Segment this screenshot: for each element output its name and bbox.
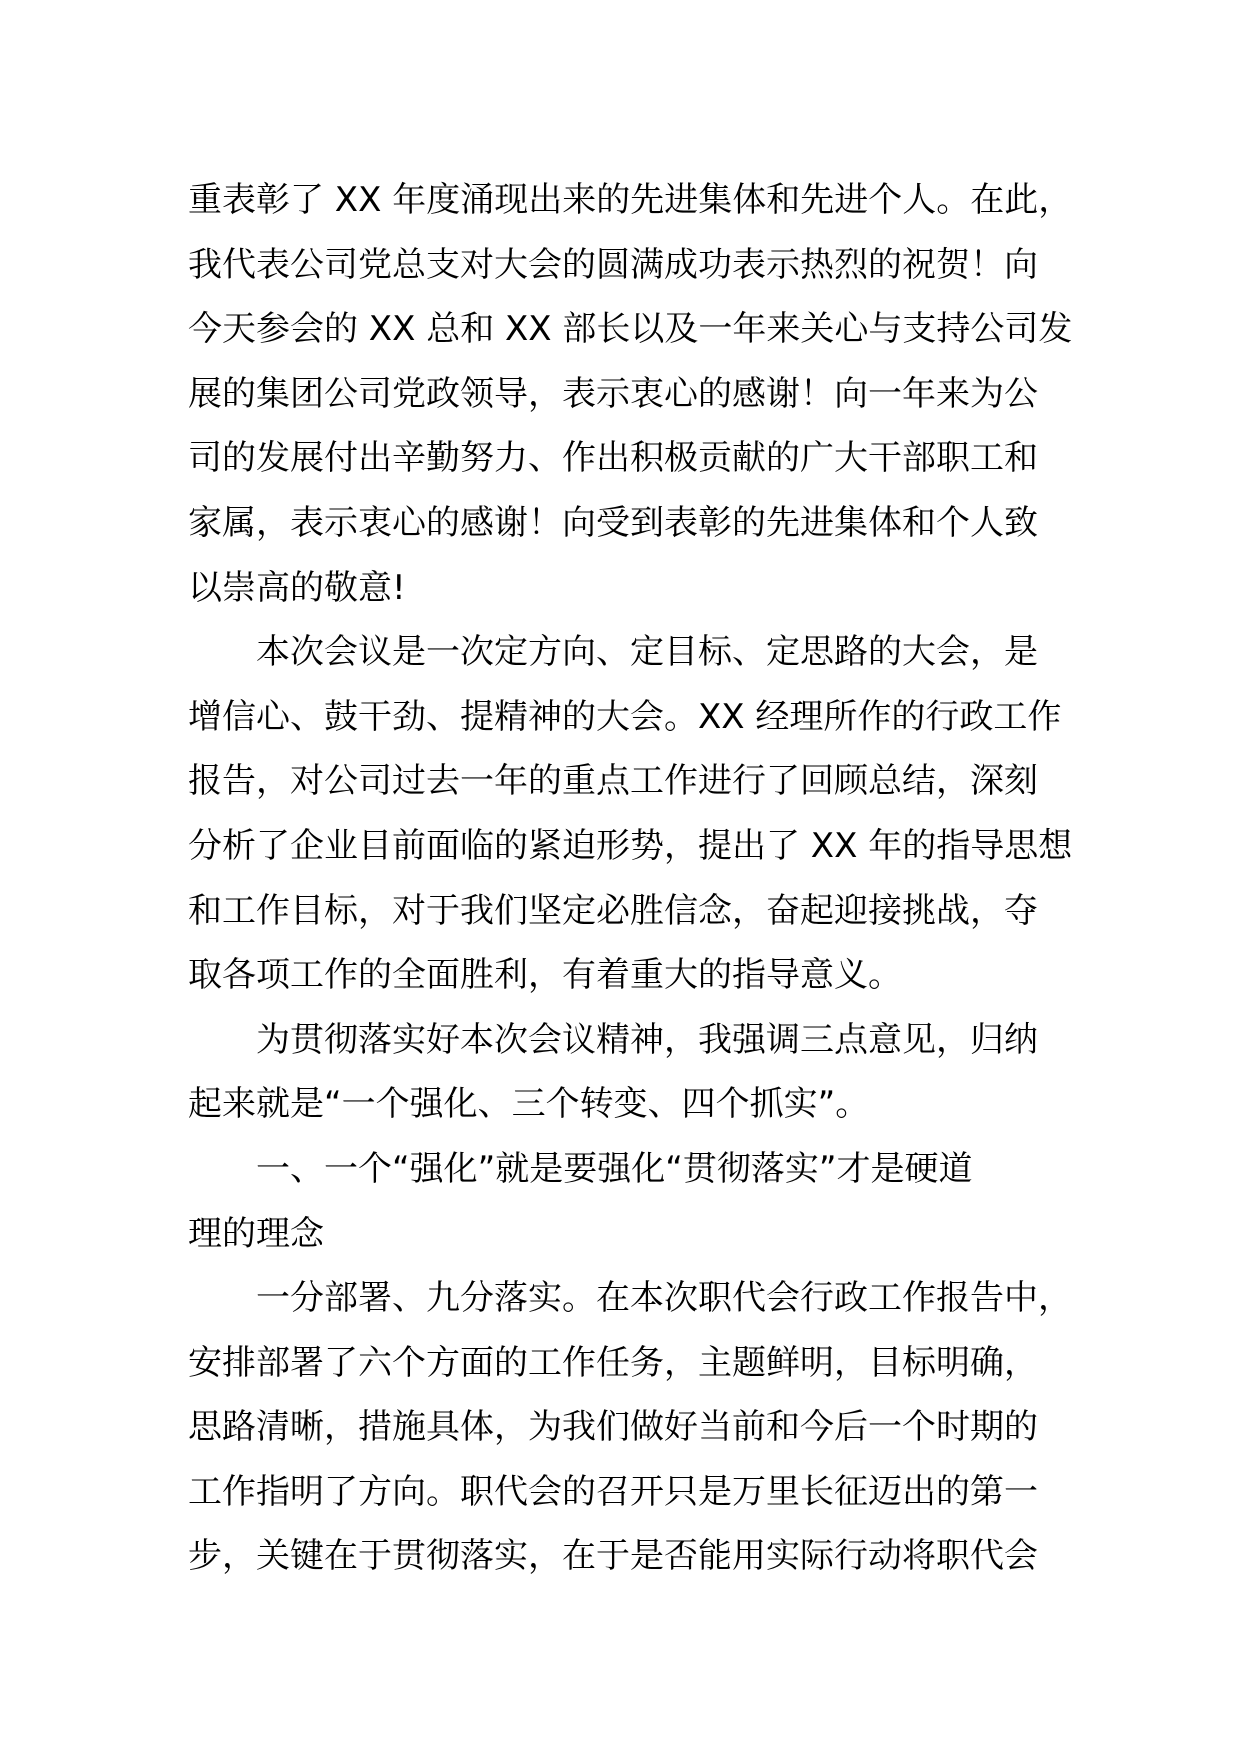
heading-line: 一、一个“强化”就是要强化“贯彻落实”才是硬道 [256, 1148, 973, 1189]
text-line: 步，关键在于贯彻落实，在于是否能用实际行动将职代会 [188, 1536, 1038, 1577]
paragraph-three-points [188, 1008, 1088, 1137]
text-line: 取各项工作的全面胜利，有着重大的指导意义。 [188, 955, 902, 996]
text-line: 本次会议是一次定方向、定目标、定思路的大会，是 [256, 632, 1038, 673]
text-line: 以崇高的敬意! [188, 567, 406, 608]
section-heading-1 [188, 1137, 1088, 1266]
text-line: 一分部署、九分落实。在本次职代会行政工作报告中， [256, 1278, 1072, 1319]
text-line: 工作指明了方向。职代会的召开只是万里长征迈出的第一 [188, 1471, 1038, 1512]
text-line: 报告，对公司过去一年的重点工作进行了回顾总结，深刻 [188, 761, 1038, 802]
text-line: 和工作目标，对于我们坚定必胜信念，奋起迎接挑战，夺 [188, 890, 1038, 931]
paragraph-implementation [188, 1266, 1088, 1589]
document-body [188, 168, 1088, 1589]
text-line: 安排部署了六个方面的工作任务，主题鲜明，目标明确， [188, 1342, 1038, 1383]
text-line: 思路清晰，措施具体，为我们做好当前和今后一个时期的 [188, 1407, 1038, 1448]
paragraph-meeting-significance [188, 620, 1088, 1008]
text-line: 我代表公司党总支对大会的圆满成功表示热烈的祝贺！向 [188, 244, 1038, 285]
paragraph-congratulations [188, 168, 1088, 620]
text-line: 今天参会的 XX 总和 XX 部长以及一年来关心与支持公司发 [188, 309, 1073, 350]
text-line: 展的集团公司党政领导，表示衷心的感谢！向一年来为公 [188, 373, 1038, 414]
heading-line: 理的理念 [188, 1213, 324, 1254]
text-line: 家属，表示衷心的感谢！向受到表彰的先进集体和个人致 [188, 502, 1038, 543]
text-line: 分析了企业目前面临的紧迫形势，提出了 XX 年的指导思想 [188, 825, 1073, 866]
text-line: 起来就是“一个强化、三个转变、四个抓实”。 [188, 1084, 870, 1125]
text-line: 重表彰了 XX 年度涌现出来的先进集体和先进个人。在此， [188, 180, 1073, 220]
text-line: 增信心、鼓干劲、提精神的大会。XX 经理所作的行政工作 [188, 696, 1062, 737]
text-line: 为贯彻落实好本次会议精神，我强调三点意见，归纳 [256, 1019, 1038, 1060]
text-line: 司的发展付出辛勤努力、作出积极贡献的广大干部职工和 [188, 438, 1038, 479]
